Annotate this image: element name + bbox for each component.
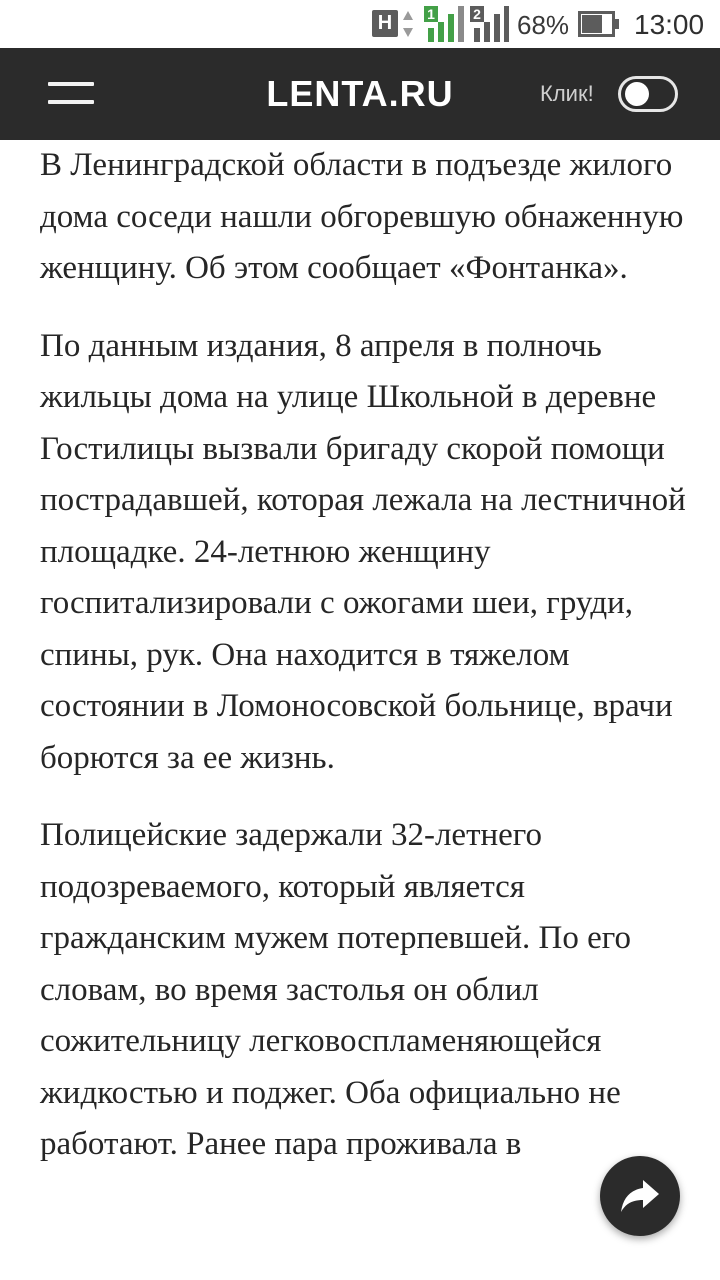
toggle-knob [625,82,649,106]
site-logo[interactable]: LENTA.RU [266,73,454,114]
share-arrow-icon [619,1176,661,1216]
sim1-label: 1 [427,6,435,22]
sim1-signal-icon [424,6,466,42]
toggle-label: Клик! [540,81,594,106]
sim2-label: 2 [473,6,481,22]
hamburger-menu-icon[interactable] [48,78,96,108]
battery-percent: 68% [517,10,570,40]
app-header [0,48,720,140]
article-body [40,140,690,1197]
article-paragraph: Полицейские задержали 32-летнего подозреваемого, который является гражданским мужем потерпевшей. По его словам, во время застолья он облил сожительницу легковоспламеняющейся жидкостью и поджег. Оба официально не работают. Ранее пара проживала в [40,817,631,1162]
battery-icon [578,11,620,37]
network-type-icon: H [372,10,398,37]
data-arrows-icon [402,9,414,39]
klik-toggle[interactable] [618,76,678,112]
sim2-signal-icon [470,6,510,42]
article-paragraph: По данным издания, 8 апреля в полночь жильцы дома на улице Школьной в деревне Гостилицы вызвали бригаду скорой помощи пострадавшей, которая лежала на лестничной площадке. 24-летнюю женщину госпитализировали с ожогами шеи, груди, спины, рук. Она находится в тяжелом состоянии в Ломоносовской больнице, врачи борются за ее жизнь. [40,327,686,776]
article-paragraph: В Ленинградской области в подъезде жилого дома соседи нашли обгоревшую обнаженную женщину. Об этом сообщает «Фонтанка». [40,147,684,286]
share-button[interactable] [600,1156,680,1236]
clock: 13:00 [634,9,705,40]
status-bar [0,0,720,48]
